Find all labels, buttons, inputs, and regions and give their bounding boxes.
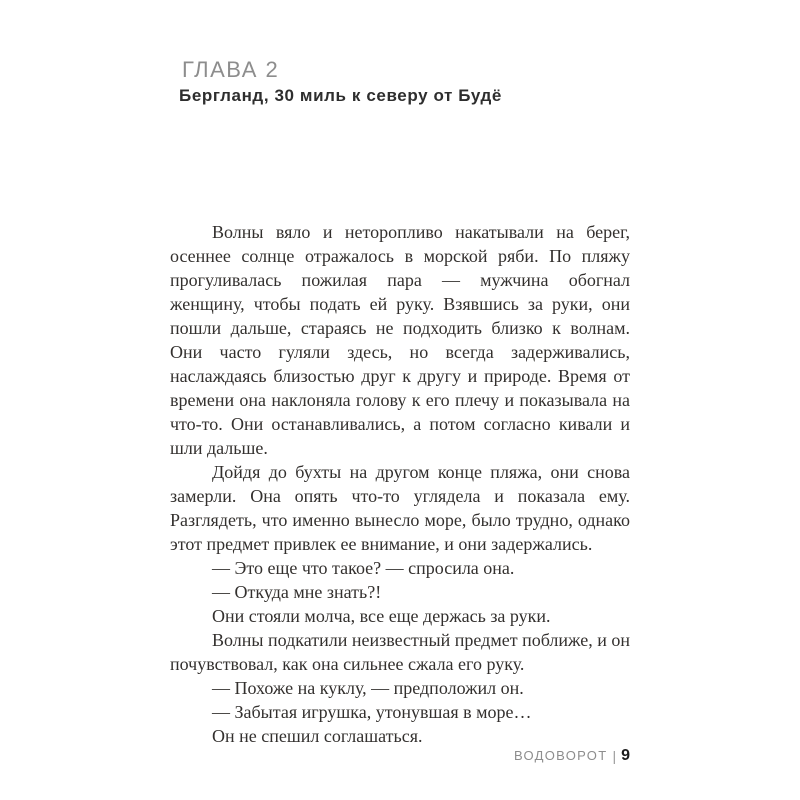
paragraph: Волны вяло и неторопливо накатывали на берег, осеннее солнце отражалось в морской ряби. По пляжу прогуливалась пожилая пара — мужчина обогнал женщину, чтобы подать ей руку. Взявшись за руки, они пошли дальше, стараясь не подходить близко к волнам. Они часто гуляли здесь, но всегда задерживались, наслаждаясь близостью друг к другу и природе. Время от времени она наклоняла голову к его плечу и показывала на что-то. Они останавливались, а потом согласно кивали и шли дальше.: [170, 222, 630, 458]
paragraph-dialogue: — Откуда мне знать?!: [212, 582, 382, 602]
chapter-body: [170, 220, 630, 748]
book-title: ВОДОВОРОТ: [513, 748, 608, 763]
paragraph-dialogue: — Похоже на куклу, — предположил он.: [212, 678, 524, 698]
paragraph-dialogue: — Забытая игрушка, утонувшая в море…: [212, 702, 532, 722]
page-number: 9: [621, 747, 630, 764]
chapter-location-subtitle: Бергланд, 30 миль к северу от Будё: [179, 86, 502, 105]
footer-separator: |: [612, 748, 617, 764]
paragraph-dialogue: — Это еще что такое? — спросила она.: [212, 558, 515, 578]
paragraph: Он не спешил соглашаться.: [212, 726, 423, 746]
chapter-number-label: ГЛАВА 2: [182, 57, 280, 82]
paragraph: Волны подкатили неизвестный предмет поближе, и он почувствовал, как она сильнее сжала его руку.: [170, 630, 630, 674]
paragraph: Дойдя до бухты на другом конце пляжа, они снова замерли. Она опять что-то углядела и показала ему. Разглядеть, что именно вынесло море, было трудно, однако этот предмет привлек ее внимание, и они задержались.: [170, 462, 630, 554]
page-footer: [514, 747, 630, 765]
paragraph: Они стояли молча, все еще держась за руки.: [212, 606, 551, 626]
